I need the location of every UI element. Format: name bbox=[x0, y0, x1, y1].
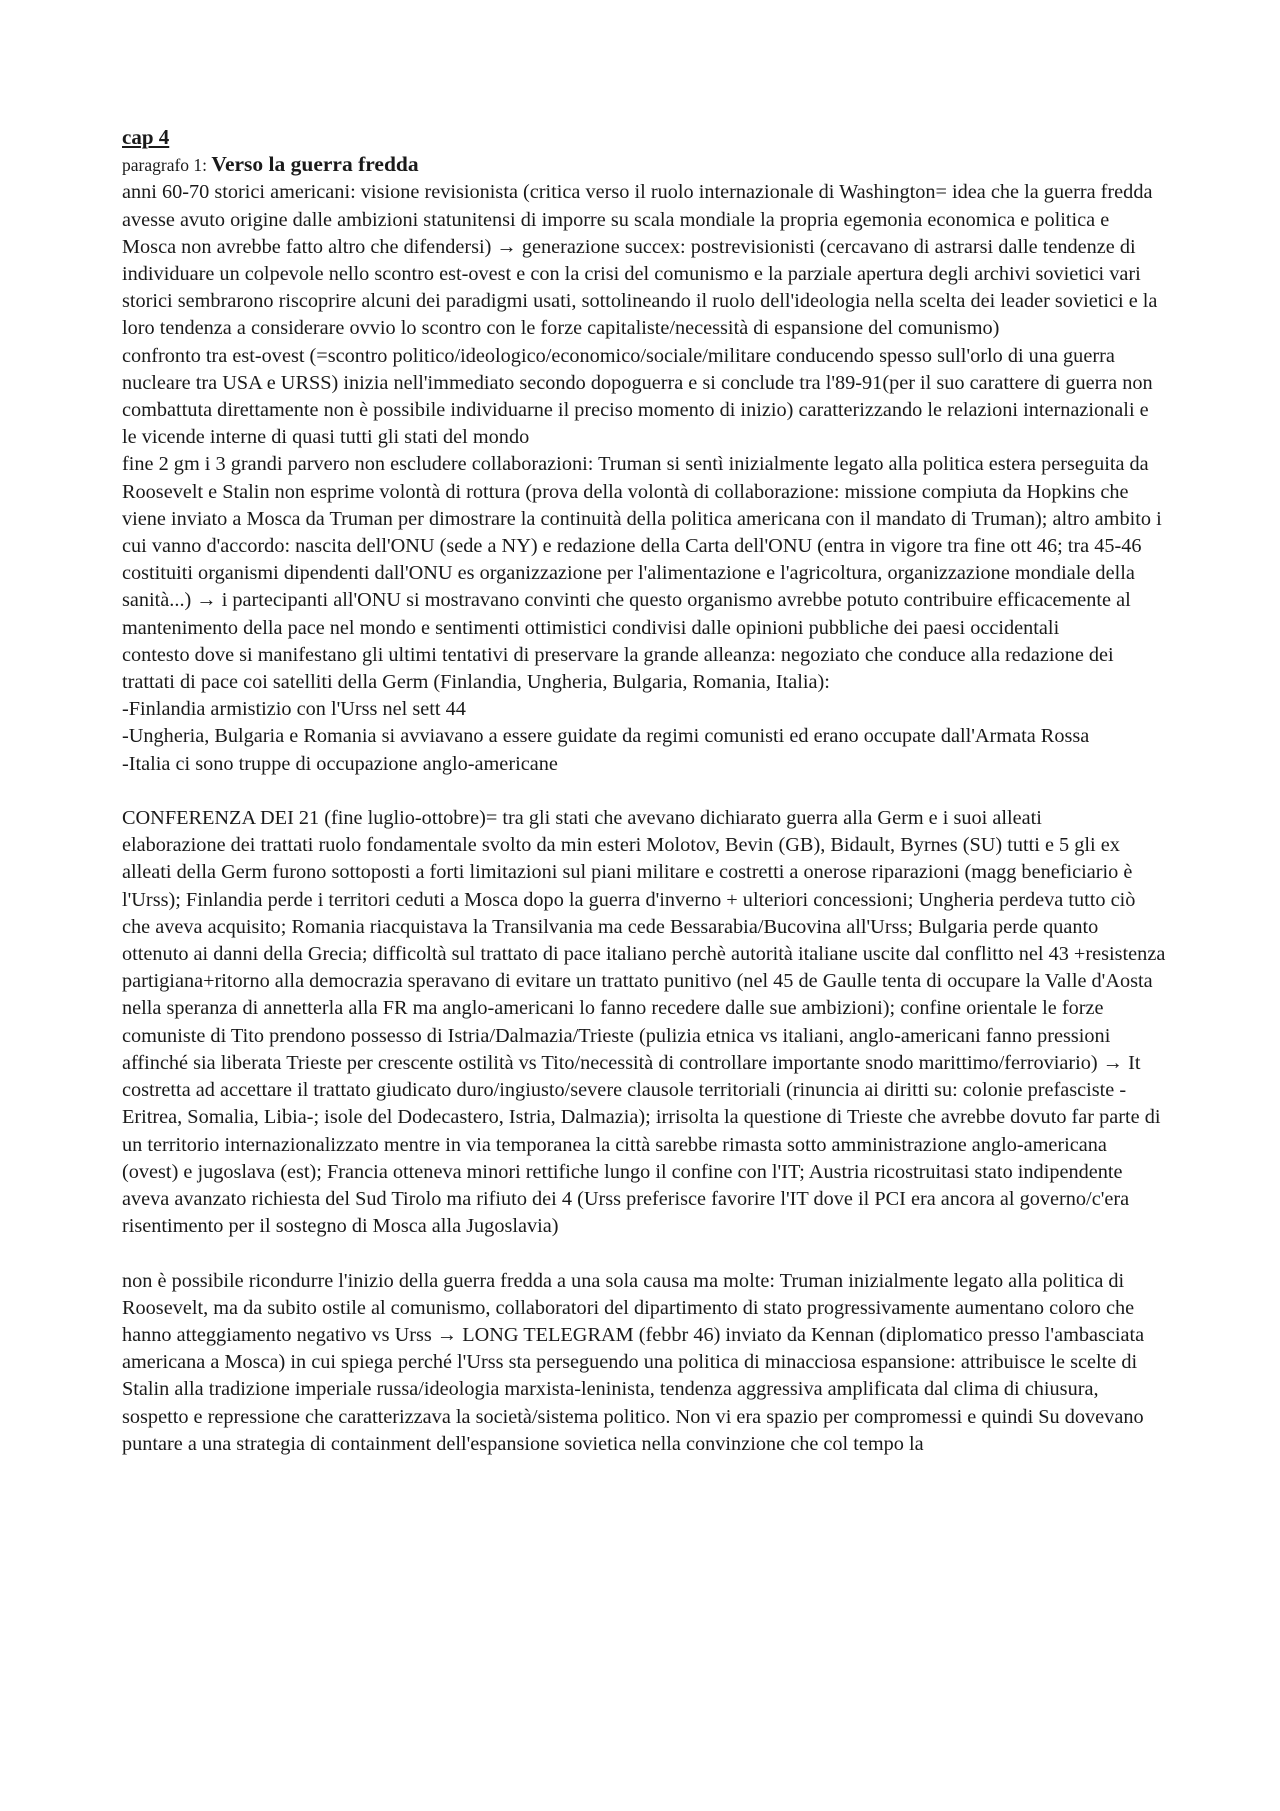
section-title: Verso la guerra fredda bbox=[211, 152, 419, 177]
section-heading bbox=[122, 151, 1167, 179]
blank-line bbox=[122, 1240, 1167, 1267]
cold-war-causes-text-block: non è possibile ricondurre l'inizio della guerra fredda a una sola causa ma molte: Truman inizialmente legato alla politica di Roosevelt, ma da subito ostile al comunismo, collaboratori del dipartimento di stato progressivamente aumentano coloro che hanno atteggiamento negativo vs Urss → LONG TELEGRAM (febbr 46) inviato da Kennan (diplomatico presso l'ambasciata americana a Mosca) in cui spiega perché l'Urss sta perseguendo una politica di minacciosa espansione: attribuisce le scelte di Stalin alla tradizione imperiale russa/ideologia marxista-leninista, tendenza aggressiva amplificata dal clima di chiusura, sospetto e repressione che caratterizzava la società/sistema politico. Non vi era spazio per compromessi e quindi Su dovevano puntare a una strategia di containment dell'espansione sovietica nella convinzione che col tempo la bbox=[122, 1269, 1145, 1455]
blank-line bbox=[122, 778, 1167, 805]
body-text-block: anni 60-70 storici americani: visione revisionista (critica verso il ruolo internazionale di Washington= idea che la guerra fredda avesse avuto origine dalle ambizioni statunitensi di imporre su scala mondiale la propria egemonia economica e politica e Mosca non avrebbe fatto altro che difendersi) → generazione succex: postrevisionisti (cercavano di astrarsi dalle tendenze di individuare un colpevole nello scontro est-ovest e con la crisi del comunismo e la parziale apertura degli archivi sovietici vari storici sembrarono riscoprire alcuni dei paradigmi usati, sottolineando il ruolo dell'ideologia nella scelta dei leader sovietici e la loro tendenza a considerare ovvio lo scontro con le forze capitaliste/necessità di espansione del comunismo) confronto tra est-ovest (=scontro politico/ideologico/economico/sociale/militare conducendo spesso sull'orlo di una guerra nucleare tra USA e URSS) inizia nell'immediato secondo dopoguerra e si conclude tra l'89-91(per il suo carattere di guerra non combattuta direttamente non è possibile individuarne il preciso momento di inizio) caratterizzando le relazioni internazionali e le vicende interne di quasi tutti gli stati del mondo fine 2 gm i 3 grandi parvero non escludere collaborazioni: Truman si sentì inizialmente legato alla politica estera perseguita da Roosevelt e Stalin non esprime volontà di rottura (prova della volontà di collaborazione: missione compiuta da Hopkins che viene inviato a Mosca da Truman per dimostrare la continuità della politica americana con il mandato di Truman); altro ambito i cui vanno d'accordo: nascita dell'ONU (sede a NY) e redazione della Carta dell'ONU (entra in vigore tra fine ott 46; tra 45-46 costituiti organismi dipendenti dall'ONU es organizzazione per l'alimentazione e l'agricoltura, organizzazione mondiale della sanità...) → i partecipanti all'ONU si mostravano convinti che questo organismo avrebbe potuto contribuire efficacemente al mantenimento della pace nel mondo e sentimenti ottimistici condivisi dalle opinioni pubbliche dei paesi occidentali contesto dove si manifestano gli ultimi tentativi di preservare la grande alleanza: negoziato che conduce alla redazione dei trattati di pace coi satelliti della Germ (Finlandia, Ungheria, Bulgaria, Romania, Italia): -Finlandia armistizio con l'Urss nel sett 44 -Ungheria, Bulgaria e Romania si avviavano a essere guidate da regimi comunisti ed erano occupate dall'Armata Rossa -Italia ci sono truppe di occupazione anglo-americane bbox=[122, 181, 1162, 775]
conference-text-block: CONFERENZA DEI 21 (fine luglio-ottobre)= tra gli stati che avevano dichiarato guerra alla Germ e i suoi alleati elaborazione dei trattati ruolo fondamentale svolto da min esteri Molotov, Bevin (GB), Bidault, Byrnes (SU) tutti e 5 gli ex alleati della Germ furono sottoposti a forti limitazioni sul piani militare e costretti a onerose riparazioni (magg beneficiario è l'Urss); Finlandia perde i territori ceduti a Mosca dopo la guerra d'inverno + ulteriori concessioni; Ungheria perdeva tutto ciò che aveva acquisito; Romania riacquistava la Transilvania ma cede Bessarabia/Bucovina all'Urss; Bulgaria perde quanto ottenuto ai danni della Grecia; difficoltà sul trattato di pace italiano perchè autorità italiane uscite dal conflitto nel 43 +resistenza partigiana+ritorno alla democrazia speravano di evitare un trattato punitivo (nel 45 de Gaulle tenta di occupare la Valle d'Aosta nella speranza di annetterla alla FR ma anglo-americani lo fanno recedere dalle sue ambizioni); confine orientale le forze comuniste di Tito prendono possesso di Istria/Dalmazia/Trieste (pulizia etnica vs italiani, anglo-americani fanno pressioni affinché sia liberata Trieste per crescente ostilità vs Tito/necessità di controllare importante snodo marittimo/ferroviario) → It costretta ad accettare il trattato giudicato duro/ingiusto/severe clausole territoriali (rinuncia ai diritti su: colonie prefasciste -Eritrea, Somalia, Libia-; isole del Dodecastero, Istria, Dalmazia); irrisolta la questione di Trieste che avrebbe dovuto far parte di un territorio internazionalizzato mentre in via temporanea la città sarebbe rimasta sotto amministrazione anglo-americana (ovest) e jugoslava (est); Francia otteneva minori rettifiche lungo il confine con l'IT; Austria ricostruitasi stato indipendente aveva avanzato richiesta del Sud Tirolo ma rifiuto dei 4 (Urss preferisce favorire l'IT dove il PCI era ancora al governo/c'era risentimento per il sostegno di Mosca alla Jugoslavia) bbox=[122, 807, 1166, 1238]
chapter-heading: cap 4 bbox=[122, 125, 170, 149]
document-page bbox=[122, 124, 1167, 1458]
section-label: paragrafo 1: bbox=[122, 155, 212, 176]
